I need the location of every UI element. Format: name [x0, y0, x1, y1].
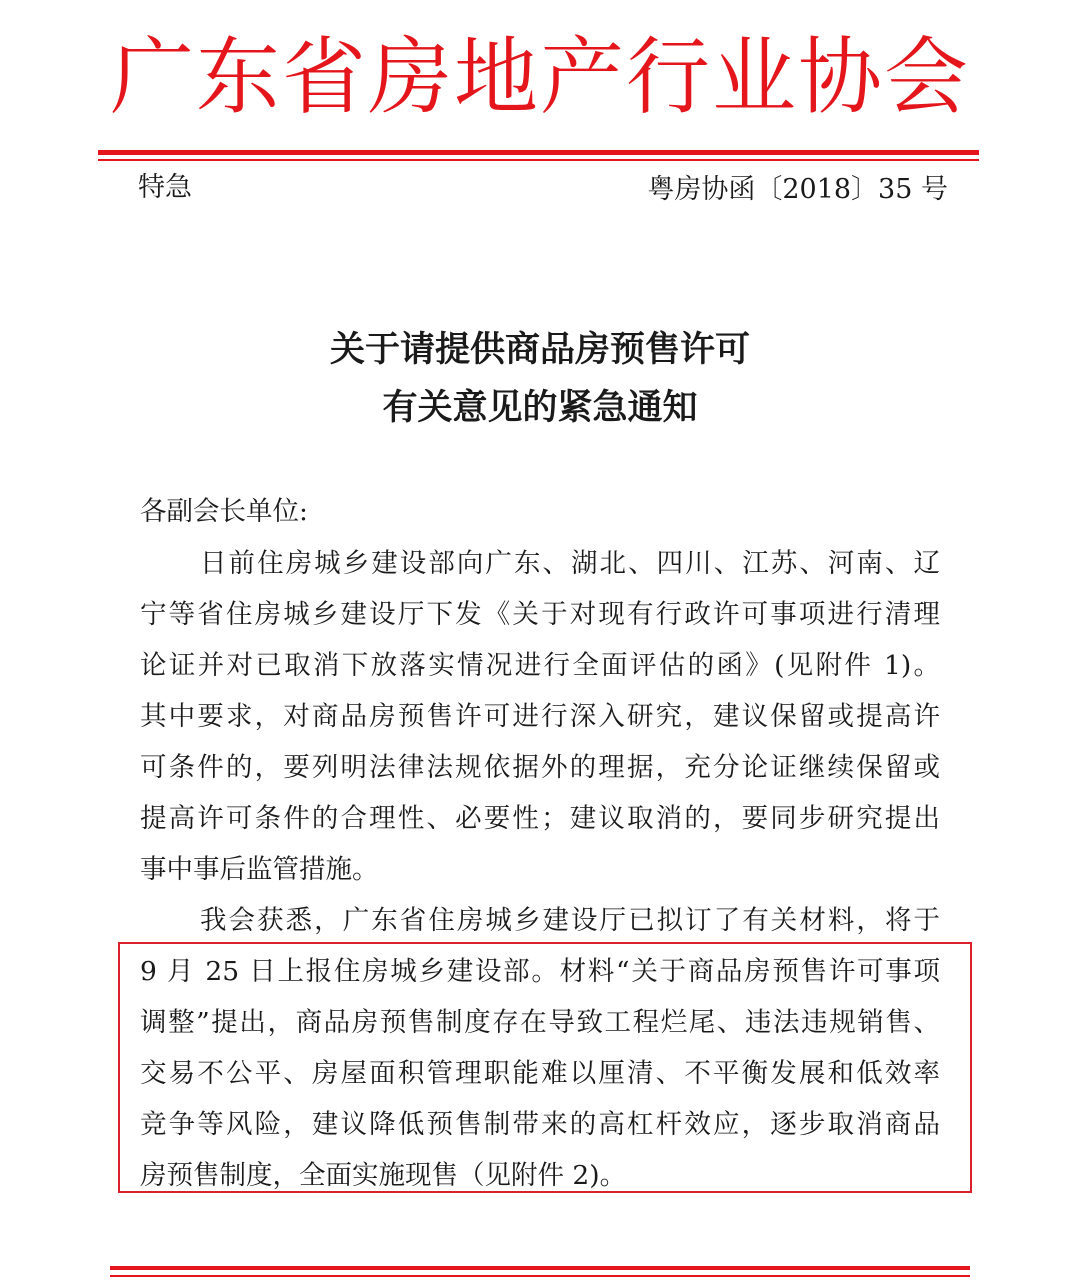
paragraph-line: 宁等省住房城乡建设厅下发《关于对现有行政许可事项进行清理	[140, 599, 940, 630]
paragraph-line: 事中事后监管措施。	[140, 854, 379, 885]
organization-letterhead: 广东省房地产行业协会	[109, 28, 970, 126]
footer-rule-top	[110, 1266, 970, 1270]
highlighted-line: 9 月 25 日上报住房城乡建设部。材料“关于商品房预售许可事项	[140, 956, 940, 987]
document-number: 粤房协函〔2018〕35 号	[647, 174, 948, 205]
notice-title-line-1: 关于请提供商品房预售许可	[329, 330, 750, 370]
paragraph-line: 提高许可条件的合理性、必要性；建议取消的，要同步研究提出	[140, 803, 940, 834]
highlighted-line: 交易不公平、房屋面积管理职能难以厘清、不平衡发展和低效率	[140, 1058, 940, 1089]
footer-rule-bottom	[110, 1275, 970, 1277]
notice-title-line-2: 有关意见的紧急通知	[382, 388, 698, 428]
highlighted-line: 竞争等风险，建议降低预售制带来的高杠杆效应，逐步取消商品	[140, 1109, 940, 1140]
letterhead-rule-top	[98, 150, 979, 155]
urgency-label: 特急	[138, 172, 192, 203]
highlighted-line: 调整”提出，商品房预售制度存在导致工程烂尾、违法违规销售、	[140, 1007, 940, 1038]
highlighted-line: 房预售制度，全面实施现售（见附件 2)。	[140, 1160, 627, 1191]
paragraph-line: 日前住房城乡建设部向广东、湖北、四川、江苏、河南、辽	[200, 548, 940, 579]
letterhead-rule-bottom	[98, 159, 979, 161]
paragraph-line: 其中要求，对商品房预售许可进行深入研究，建议保留或提高许	[140, 701, 940, 732]
paragraph-line: 可条件的，要列明法律法规依据外的理据，充分论证继续保留或	[140, 752, 940, 783]
salutation: 各副会长单位:	[140, 496, 308, 527]
paragraph-2-intro: 我会获悉，广东省住房城乡建设厅已拟订了有关材料，将于	[200, 905, 940, 936]
paragraph-line: 论证并对已取消下放落实情况进行全面评估的函》(见附件 1)。	[140, 650, 940, 681]
